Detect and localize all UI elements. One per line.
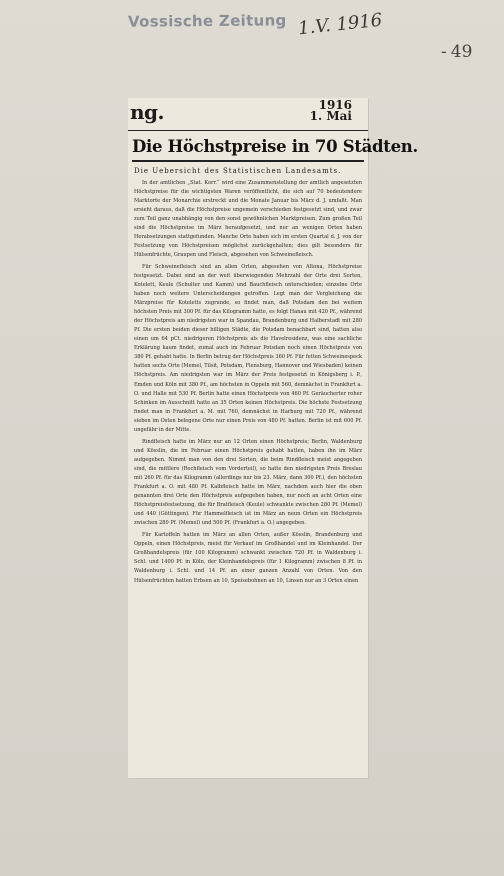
- issue-year: 1916: [318, 98, 352, 112]
- page-number-dash: -: [441, 42, 447, 62]
- page-number-value: 49: [450, 42, 473, 62]
- article-headline: Die Höchstpreise in 70 Städten.: [132, 137, 418, 156]
- article-paragraph-pork: Für Schweinefleisch sind an allen Orten, abgesehen von Altona, Höchstpreise festgesetzt. Dabei sind an der weit überwiegenden Mehrzahl der Orte drei Sorten, Kotelett, Keule (Schulter und Kamm) und Bauchfleisch unterschieden; einzelne Orte haben noch weitere Unterscheidungen getroffen. Legt man der Vergleichung die Märzpreise für Koteletts zugrunde, so findet man, daß Potsdam den bei weitem höchsten Preis mit 300 Pf. für das Kilogramm hatte, es folgt Hanau mit 420 Pf., während der Höchstpreis am niedrigsten war in Spandau, Brandenburg und Halberstadt mit 280 Pf. Die ersten beiden dieser billigen Städte, die Potsdam benachbart sind, hatten also einen um 64 pCt. niedrigeren Höchstpreis als die Havelresidenz, was eine sachliche Erklärung kaum findet, zumal auch im Februar Potsdam noch einen Höchstpreis von 380 Pf. gehabt hatte. In Berlin betrug der Höchstpreis 360 Pf. Für fetten Schweinespeck hatten sechs Orte (Memel, Tilsit, Potsdam, Flensburg, Hannover und Wiesbaden) keinen Höchstpreis. Am niedrigsten war im März der Preis festgesetzt in Königsberg i. P., Emden und Köln mit 380 Pf., am höchsten in Oppeln mit 560, demnächst in Frankfurt a. O. und Halle mit 530 Pf. Berlin hatte einen Höchstpreis von 460 Pf. Geräucherter roher Schinken im Ausschnitt hatte an 35 Orten keinen Höchstpreis. Die höchste Festsetzung findet man in Frankfurt a. M. mit 760, demnächst in Harburg mit 720 Pf., während sieben im Osten belegene Orte nur einen Preis von 480 Pf. hatten. Berlin ist mit 600 Pf. ungefähr in der Mitte.: [134, 263, 362, 433]
- article-subhead: Die Uebersicht des Statistischen Landesamts.: [134, 166, 342, 175]
- handwritten-date: 1.V. 1916: [297, 9, 384, 40]
- clipping-header: [128, 98, 368, 131]
- issue-date: [310, 100, 352, 122]
- newspaper-clipping: [128, 98, 418, 778]
- article-paragraph-potatoes: Für Kartoffeln hatten im März an allen Orten, außer Kösslin, Brandenburg und Oppeln, einen Höchstpreis, meist für Verkauf im Großhandel und im Kleinhandel. Der Großhandelspreis (für 100 Kilogramm) schwankt zwischen 720 Pf. in Waldenburg i. Schl. und 1400 Pf. in Köln, der Kleinhandelspreis (für 1 Kilogramm) zwischen 8 Pf. in Waldenburg i. Schl. und 14 Pf. an einer ganzen Anzahl von Orten. Von den Hülsenfrüchten hatten Erbsen an 10, Speisebohnen an 10, Linsen nur an 3 Orten einen: [134, 532, 362, 584]
- article-paragraph-intro: In der amtlichen „Stat. Korr.“ wird eine Zusammenstellung der amtlich angesetzten Höchstpreise für die wichtigsten Waren veröffentlicht, die sich auf 70 bedeutendere Marktorte der Monarchie erstreckt und die Monate Januar bis März d. J. umfaßt. Man ersieht daraus, daß die Höchstpreise ungemein verschieden festgesetzt sind, und zwar zum Teil ganz unabhängig von den sonst gewöhnlichen Marktpreisen. Zum großen Teil sind die Höchstpreise im März heraufgesetzt, und nur an wenigen Orten haben Herabsetzungen stattgefunden. Manche Orte haben sich im ersten Quartal d. J. von der Festsetzung von Höchstpreisen möglichst zurückgehalten; dies gilt besonders für Hülsenfrüchte, Graupen und Fleisch, abgesehen von Schweinefleisch.: [134, 179, 362, 258]
- issue-day: 1. Mai: [309, 109, 352, 123]
- article-paragraph-beef: Rindfleisch hatte im März nur an 12 Orten einen Höchstpreis; Berlin, Waldenburg und Kösslin, die im Februar einen Höchstpreis gehabt hatten, haben ihn im März aufgegeben. Nimmt man von den drei Sorten, die beim Rindfleisch meist angegeben sind, die mittlere (Rochfleisch vom Vorderteil), so hatte den niedrigsten Preis Breslau mit 260 Pf. für das Kilogramm (allerdings nur bis 23. März, dann 300 Pf.), den höchsten Frankfurt a. O. mit 480 Pf. Kalbfleisch hatte im März, nachdem auch hier die oben genannten drei Orte den Höchstpreis aufgegeben haben, nur noch an acht Orten eine Höchstpreisfestsetzung, die für Bratfleisch (Keule) schwankte zwischen 280 Pf. (Memel) und 440 (Göttingen). Für Hammelfleisch ist im März an neun Orten ein Höchstpreis zwischen 280 Pf. (Memel) und 500 Pf. (Frankfurt a. O.) angegeben.: [134, 438, 362, 527]
- masthead-fragment: ng.: [130, 100, 164, 124]
- newspaper-stamp: Vossische Zeitung: [127, 11, 287, 31]
- page-number: [441, 42, 472, 62]
- headline-rule: [132, 160, 364, 162]
